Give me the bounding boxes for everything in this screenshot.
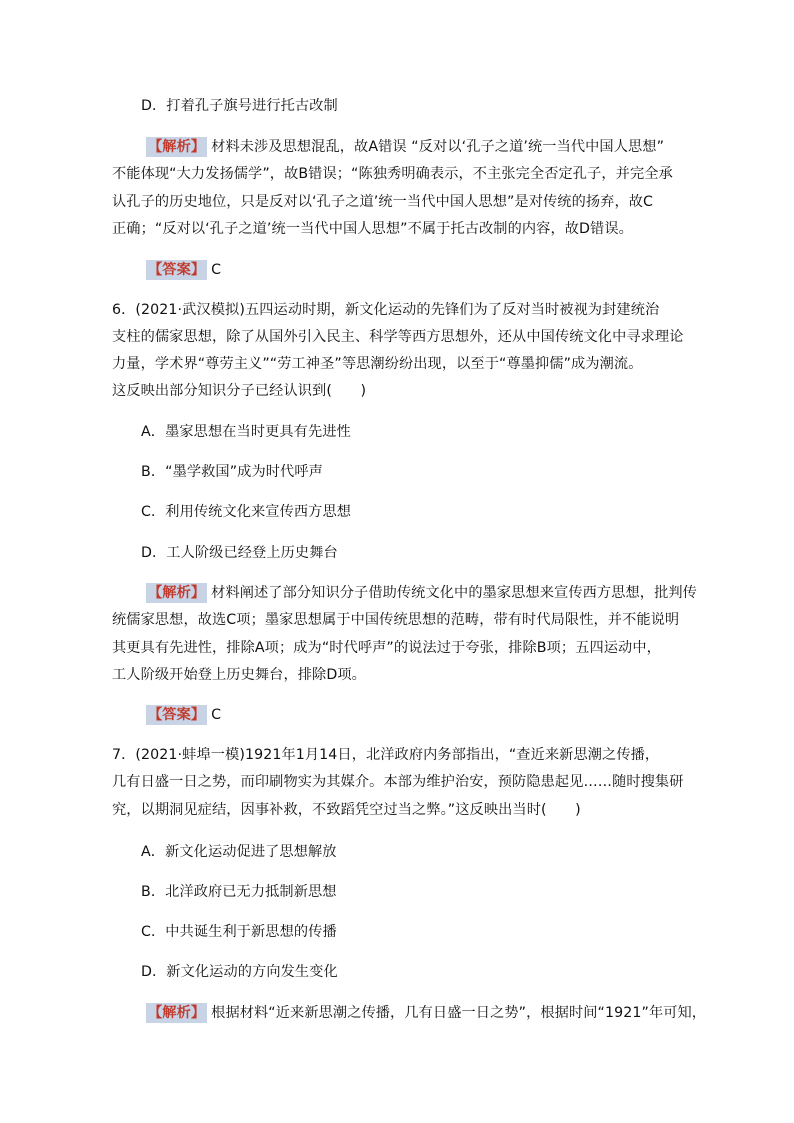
q6-stem-line: 力量，学术界“尊劳主义”“劳工神圣”等思潮纷纷出现，以至于“尊墨抑儒”成为潮流。: [112, 356, 643, 372]
q6-stem-line: 这反映出部分知识分子已经认识到( ): [112, 383, 367, 399]
q7-stem-line: 7．(2021·蚌埠一模)1921年1月14日，北洋政府内务部指出，“查近来新思潮之传播，: [112, 747, 660, 763]
q5-analysis-line: 正确；“反对以‘孔子之道’统一当代中国人思想”不属于托古改制的内容，故D错误。: [112, 221, 633, 237]
q6-stem-line: 6．(2021·武汉模拟)五四运动时期，新文化运动的先锋们为了反对当时被视为封建统治: [112, 302, 660, 318]
q7-stem-line: 究，以期洞见症结，因事补救，不致蹈凭空过当之弊。”这反映出当时( ): [112, 802, 581, 818]
q6-option-d: D．工人阶级已经登上历史舞台: [141, 545, 338, 561]
answer-tag: 【答案】: [148, 707, 206, 723]
q7-analysis-line: 【解析】 根据材料“近来新思潮之传播，几有日盛一日之势”，根据时间“1921”年可知，: [148, 1005, 707, 1021]
analysis-tag: 【解析】: [148, 585, 206, 601]
q6-analysis-line: 其更具有先进性，排除A项；成为“时代呼声”的说法过于夸张，排除B项；五四运动中，: [112, 640, 661, 656]
analysis-tag: 【解析】: [148, 139, 206, 155]
q6-analysis-line: 工人阶级开始登上历史舞台，排除D项。: [112, 667, 366, 683]
q5-analysis-line: 【解析】 材料未涉及思想混乱，故A错误 “反对以‘孔子之道’统一当代中国人思想”: [148, 139, 665, 155]
q6-analysis-line: 【解析】 材料阐述了部分知识分子借助传统文化中的墨家思想来宣传西方思想，批判传: [148, 585, 697, 601]
q6-option-a: A．墨家思想在当时更具有先进性: [141, 424, 351, 440]
q7-option-d: D．新文化运动的方向发生变化: [141, 964, 338, 980]
analysis-tag: 【解析】: [148, 1005, 206, 1021]
q5-answer: 【答案】 C: [148, 262, 222, 278]
q5-analysis-line: 认孔子的历史地位，只是反对以‘孔子之道’统一当代中国人思想”是对传统的扬弃，故C: [112, 194, 654, 210]
q6-stem-line: 支柱的儒家思想，除了从国外引入民主、科学等西方思想外，还从中国传统文化中寻求理论: [112, 329, 684, 345]
q7-option-c: C．中共诞生利于新思想的传播: [141, 924, 337, 940]
q6-analysis-line: 统儒家思想，故选C项；墨家思想属于中国传统思想的范畴，带有时代局限性，并不能说明: [112, 612, 680, 628]
q5-analysis-line: 不能体现“大力发扬儒学”，故B错误；“陈独秀明确表示，不主张完全否定孔子，并完全承: [112, 166, 673, 182]
q7-stem-line: 几有日盛一日之势，而印刷物实为其媒介。本部为维护治安，预防隐患起见……随时搜集研: [112, 774, 684, 790]
q5-option-d: D．打着孔子旗号进行托古改制: [141, 98, 338, 114]
answer-tag: 【答案】: [148, 262, 206, 278]
q7-option-a: A．新文化运动促进了思想解放: [141, 844, 337, 860]
q6-option-b: B．“墨学救国”成为时代呼声: [141, 464, 323, 480]
q7-option-b: B．北洋政府已无力抵制新思想: [141, 884, 337, 900]
q6-answer: 【答案】 C: [148, 707, 222, 723]
q6-option-c: C．利用传统文化来宣传西方思想: [141, 504, 352, 520]
